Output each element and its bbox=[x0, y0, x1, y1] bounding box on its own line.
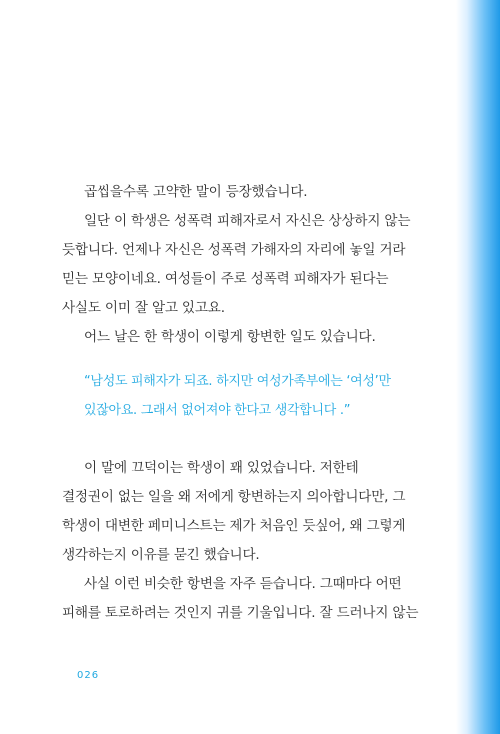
text-line: 이 말에 끄덕이는 학생이 꽤 있었습니다. 저한테 bbox=[84, 460, 359, 476]
page-number: 026 bbox=[77, 670, 100, 681]
text-line: 일단 이 학생은 성폭력 피해자로서 자신은 상상하지 않는 bbox=[84, 213, 411, 229]
text-line: 곱씹을수록 고약한 말이 등장했습니다. bbox=[84, 184, 308, 200]
text-line: 사실 이런 비슷한 항변을 자주 듣습니다. 그때마다 어떤 bbox=[84, 576, 402, 592]
text-line: 피해를 토로하려는 것인지 귀를 기울입니다. 잘 드러나지 않는 bbox=[62, 605, 419, 621]
quote-line: “남성도 피해자가 되죠. 하지만 여성가족부에는 ‘여성’만 bbox=[84, 374, 391, 389]
text-line: 생각하는지 이유를 묻긴 했습니다. bbox=[62, 547, 260, 563]
page-edge-gradient bbox=[456, 0, 500, 734]
text-line: 듯합니다. 언제나 자신은 성폭력 가해자의 자리에 놓일 거라 bbox=[62, 242, 406, 258]
text-line: 믿는 모양이네요. 여성들이 주로 성폭력 피해자가 된다는 bbox=[62, 271, 389, 287]
text-line: 어느 날은 한 학생이 이렇게 항변한 일도 있습니다. bbox=[84, 329, 376, 345]
quote-line: 있잖아요. 그래서 없어져야 한다고 생각합니다 .” bbox=[84, 403, 351, 418]
text-line: 사실도 이미 잘 알고 있고요. bbox=[62, 300, 225, 316]
text-line: 결정권이 없는 일을 왜 저에게 항변하는지 의아합니다만, 그 bbox=[62, 489, 406, 505]
text-line: 학생이 대변한 페미니스트는 제가 처음인 듯싶어, 왜 그렇게 bbox=[62, 518, 406, 534]
